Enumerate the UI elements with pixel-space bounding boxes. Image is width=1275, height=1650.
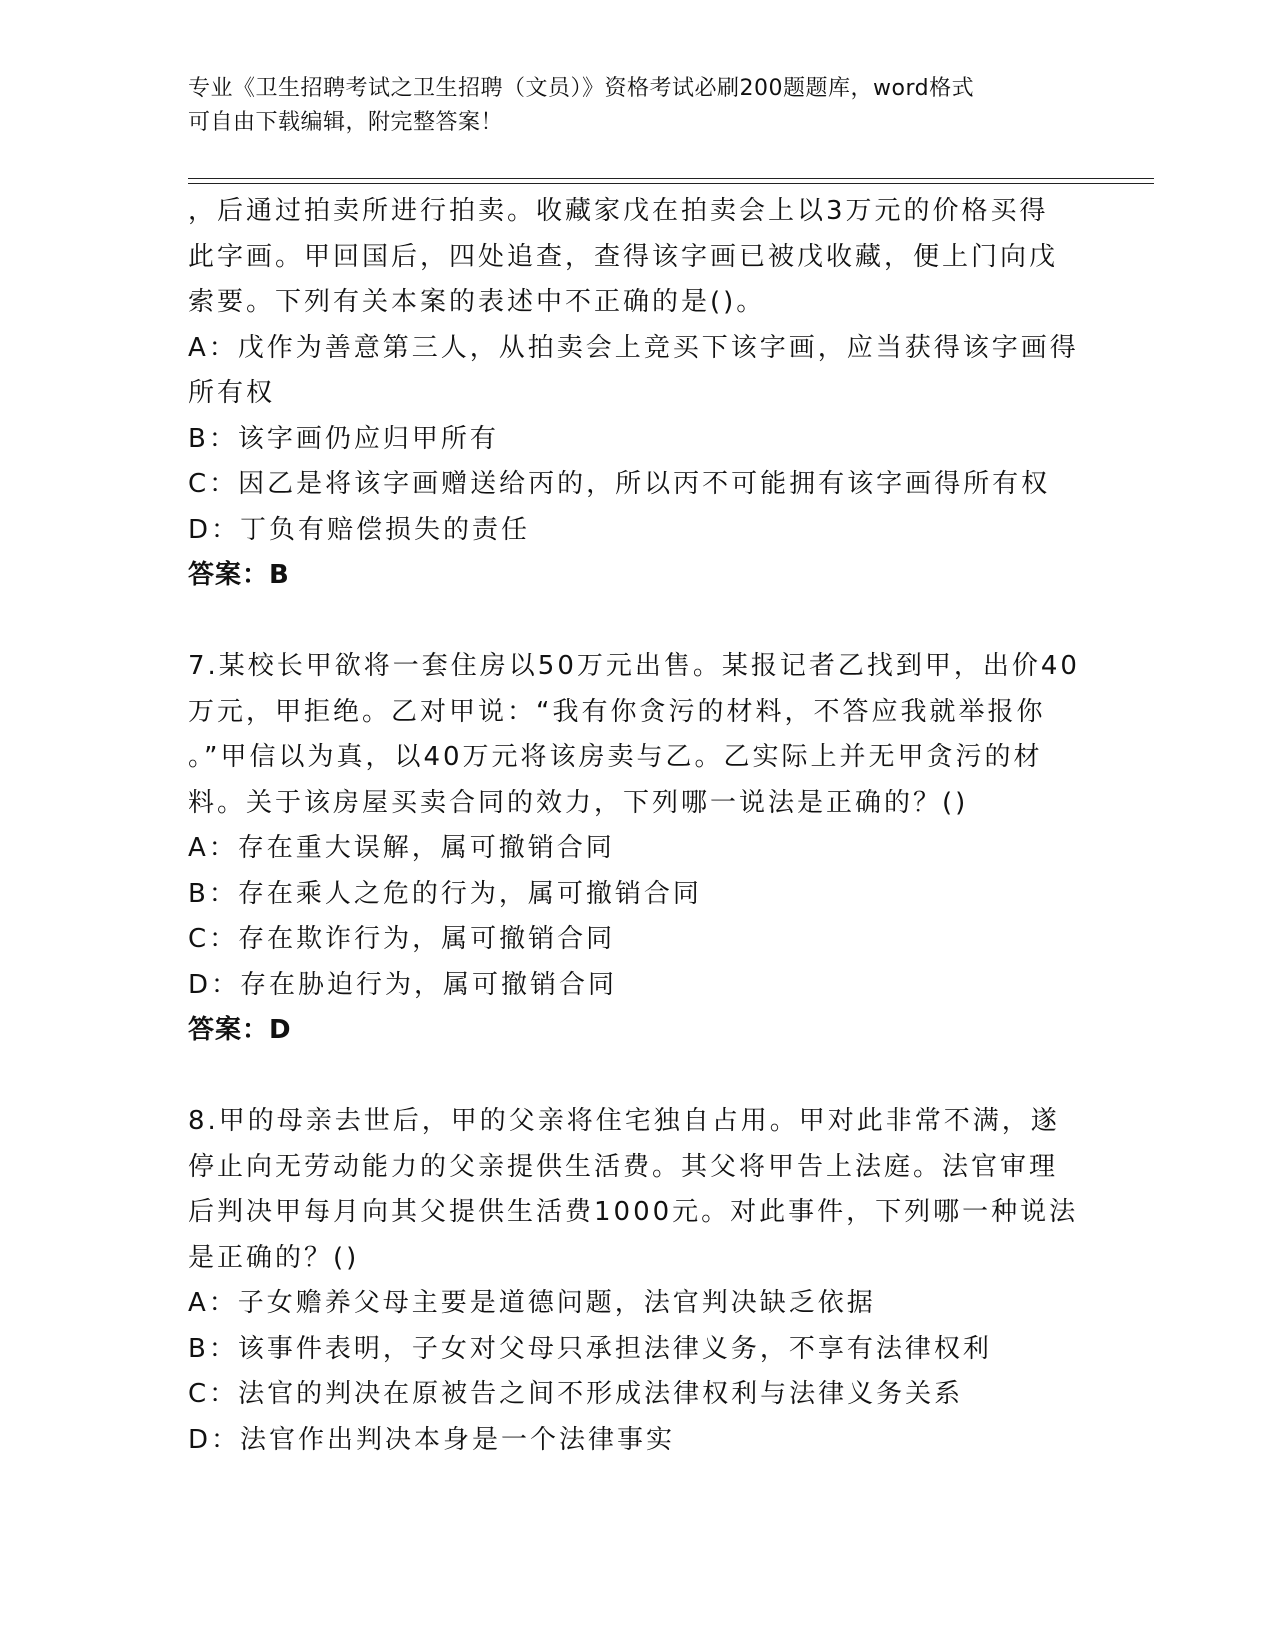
question-stem-line: 7.某校长甲欲将一套住房以50万元出售。某报记者乙找到甲，出价40 [188,651,1080,681]
question-6 [188,189,1088,599]
question-spacer [188,1054,1088,1100]
option-c: C：法官的判决在原被告之间不形成法律权利与法律义务关系 [188,1379,964,1409]
header-divider-bottom [188,183,1154,184]
option-a: A：戊作为善意第三人，从拍卖会上竞买下该字画，应当获得该字画得 [188,332,1079,363]
header-divider-top [188,178,1154,179]
document-header [188,72,1088,140]
question-spacer [188,599,1088,645]
question-stem-line: 。”甲信以为真，以40万元将该房卖与乙。乙实际上并无甲贪污的材 [188,742,1043,772]
question-stem-line: 料。关于该房屋买卖合同的效力，下列哪一说法是正确的？() [188,787,969,818]
question-stem-line: ，后通过拍卖所进行拍卖。收藏家戊在拍卖会上以3万元的价格买得 [188,196,1049,226]
option-a: A：存在重大误解，属可撤销合同 [188,833,615,863]
option-a: A：子女赡养父母主要是道德问题，法官判决缺乏依据 [188,1288,876,1318]
option-d: D：法官作出判决本身是一个法律事实 [188,1424,676,1455]
option-b: B：该字画仍应归甲所有 [188,423,499,454]
question-stem-line: 索要。下列有关本案的表述中不正确的是()。 [188,287,766,317]
question-stem-line: 万元，甲拒绝。乙对甲说：“我有你贪污的材料，不答应我就举报你 [188,696,1046,727]
option-c: C：存在欺诈行为，属可撤销合同 [188,924,616,954]
option-a-continued: 所有权 [188,378,276,408]
question-7 [188,644,1088,1054]
option-b: B：该事件表明，子女对父母只承担法律义务，不享有法律权利 [188,1333,992,1364]
header-title-line-2: 可自由下载编辑，附完整答案！ [188,110,504,135]
option-c: C：因乙是将该字画赠送给丙的，所以丙不可能拥有该字画得所有权 [188,469,1051,499]
question-stem-line: 8.甲的母亲去世后，甲的父亲将住宅独自占用。甲对此非常不满，遂 [188,1106,1060,1136]
header-title-line-1: 专业《卫生招聘考试之卫生招聘（文员）》资格考试必刷200题题库，word格式 [188,76,975,101]
question-stem-line: 此字画。甲回国后，四处追查，查得该字画已被戊收藏，便上门向戊 [188,241,1059,272]
question-content [188,189,1088,1463]
question-stem-line: 是正确的？() [188,1242,360,1273]
answer-label: 答案：B [188,560,290,590]
option-d: D：丁负有赔偿损失的责任 [188,514,531,545]
option-d: D：存在胁迫行为，属可撤销合同 [188,969,618,1000]
question-stem-line: 后判决甲每月向其父提供生活费1000元。对此事件，下列哪一种说法 [188,1197,1079,1227]
question-stem-line: 停止向无劳动能力的父亲提供生活费。其父将甲告上法庭。法官审理 [188,1151,1059,1182]
question-8 [188,1099,1088,1463]
option-b: B：存在乘人之危的行为，属可撤销合同 [188,878,702,909]
answer-label: 答案：D [188,1015,292,1045]
